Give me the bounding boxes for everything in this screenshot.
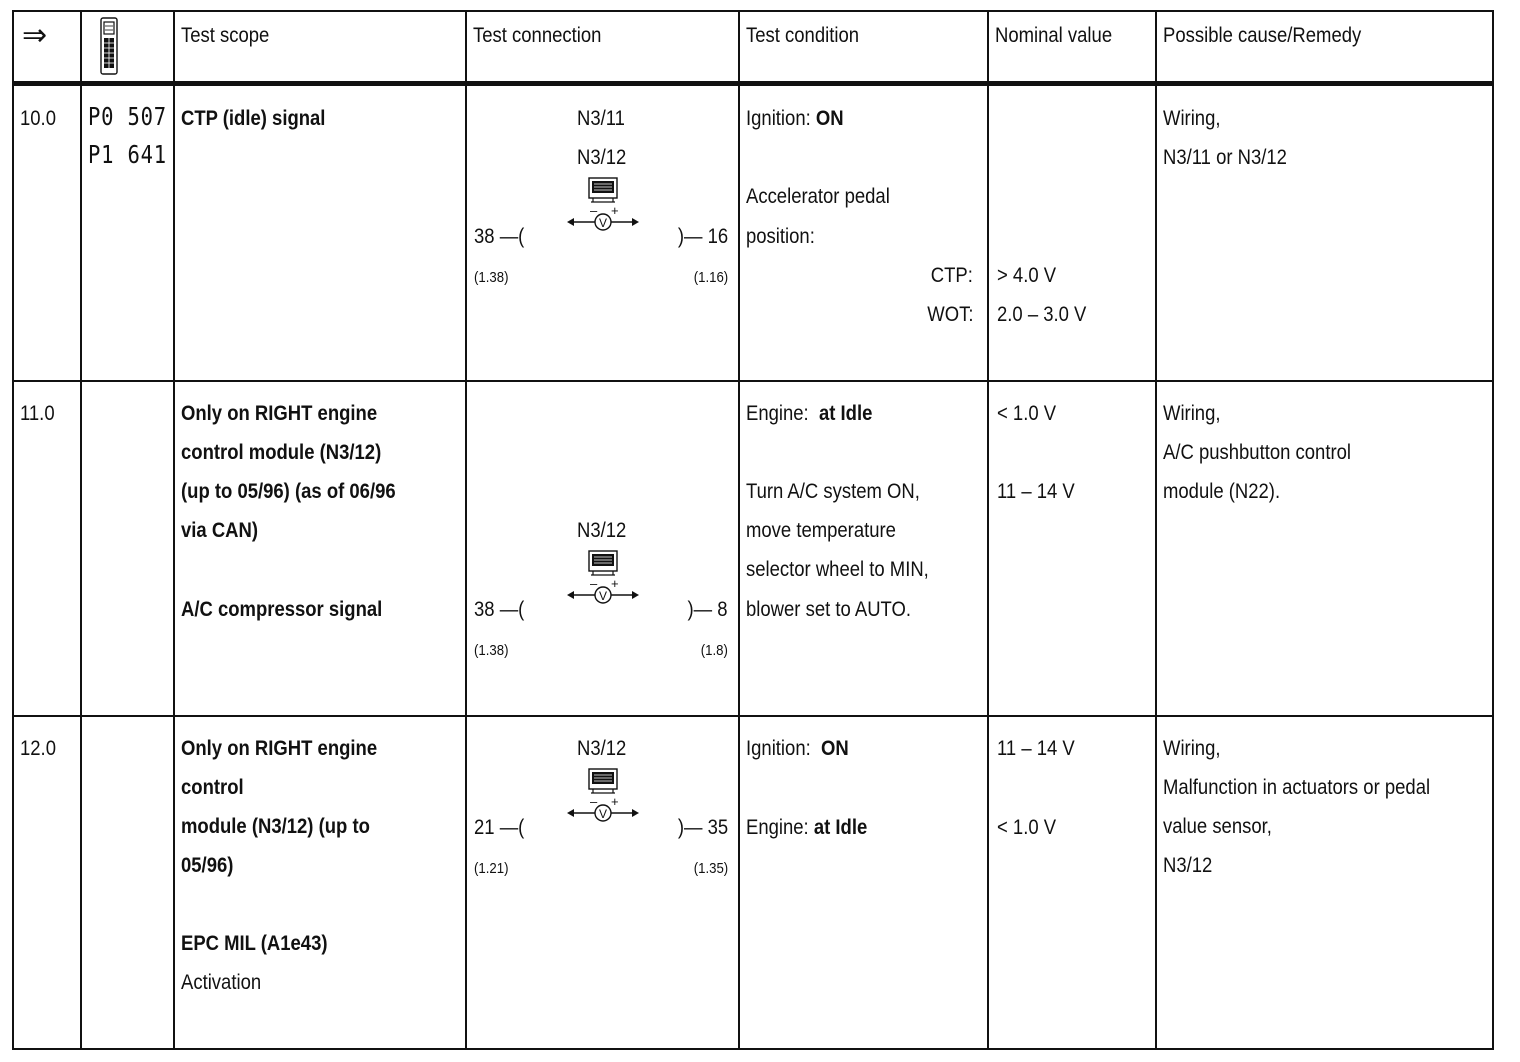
right-pin-wrap: )— 35 (677, 816, 728, 839)
condition-text: selector wheel to MIN, (746, 558, 929, 581)
cause-text: Wiring, (1163, 737, 1221, 760)
step-number: 10.0 (20, 107, 56, 130)
engine-value: at Idle (813, 816, 868, 839)
header-test-condition: Test condition (746, 24, 860, 47)
nominal-value: 11 – 14 V (997, 480, 1075, 503)
right-pin-wrap: )— 16 (677, 225, 728, 248)
right-pin-ref: (1.35) (693, 860, 728, 877)
ctp-label: CTP: (930, 264, 973, 287)
cause-text: Malfunction in actuators or pedal (1163, 776, 1431, 799)
test-scope: via CAN) (181, 519, 259, 542)
right-pin-wrap: )— 8 (687, 598, 728, 621)
cause-text: Wiring, (1163, 402, 1221, 425)
header-test-scope: Test scope (181, 24, 270, 47)
cause-text: N3/11 or N3/12 (1163, 146, 1287, 169)
pedal-condition: Accelerator pedal (746, 185, 890, 208)
ignition-condition (746, 729, 849, 768)
module-label: N3/11 (577, 107, 625, 130)
left-pin: 21 (474, 816, 495, 839)
test-scope: Only on RIGHT engine (181, 402, 378, 425)
engine-condition (746, 394, 872, 433)
nominal-value: > 4.0 V (997, 264, 1057, 287)
header-divider (14, 81, 1492, 86)
column-divider (738, 12, 740, 1048)
left-pin-wrap: 38 —( (474, 225, 525, 248)
right-pin-ref: (1.8) (700, 642, 728, 659)
left-pin-wrap: 21 —( (474, 816, 525, 839)
left-pin: 38 (474, 225, 495, 248)
module-label: N3/12 (577, 519, 627, 542)
engine-condition (746, 808, 867, 847)
test-scope: control (181, 776, 244, 799)
test-scope: (up to 05/96) (as of 06/96 (181, 480, 396, 503)
wot-label: WOT: (926, 303, 973, 326)
right-pin: 16 (707, 225, 728, 248)
voltmeter-icon (563, 550, 643, 612)
nominal-value: < 1.0 V (997, 402, 1057, 425)
condition-text: blower set to AUTO. (746, 598, 912, 621)
pedal-condition: position: (746, 225, 815, 248)
voltmeter-icon (563, 768, 643, 830)
nominal-value: 11 – 14 V (997, 737, 1075, 760)
engine-value: at Idle (818, 402, 873, 425)
test-scope: CTP (idle) signal (181, 107, 326, 130)
condition-text: move temperature (746, 519, 896, 542)
fault-code: P0 507 (88, 102, 167, 131)
cause-text: N3/12 (1163, 854, 1213, 877)
left-pin-ref: (1.38) (474, 642, 509, 659)
ignition-label: Ignition: (746, 737, 811, 760)
right-pin: 8 (717, 598, 728, 621)
step-number: 11.0 (20, 402, 55, 425)
diagnostic-table (12, 10, 1494, 1050)
cause-text: module (N22). (1163, 480, 1281, 503)
module-label: N3/12 (577, 737, 627, 760)
test-scope: 05/96) (181, 854, 234, 877)
cause-text: value sensor, (1163, 815, 1272, 838)
ignition-condition (746, 99, 844, 138)
fault-code: P1 641 (88, 140, 167, 169)
right-pin: 35 (707, 816, 728, 839)
header-possible-cause: Possible cause/Remedy (1163, 24, 1362, 47)
module-label: N3/12 (577, 146, 627, 169)
step-number: 12.0 (20, 737, 56, 760)
test-scope: Only on RIGHT engine (181, 737, 378, 760)
column-divider (80, 12, 82, 1048)
left-pin: 38 (474, 598, 495, 621)
nominal-value: 2.0 – 3.0 V (997, 303, 1087, 326)
row-divider (14, 715, 1492, 717)
test-scope: control module (N3/12) (181, 441, 382, 464)
signal-name: EPC MIL (A1e43) (181, 932, 328, 955)
ignition-value: ON (815, 107, 844, 130)
column-divider (465, 12, 467, 1048)
header-test-connection: Test connection (473, 24, 602, 47)
engine-label: Engine: (746, 816, 809, 839)
column-divider (1155, 12, 1157, 1048)
header-nominal-value: Nominal value (995, 24, 1113, 47)
signal-description: Activation (181, 971, 262, 994)
left-pin-ref: (1.38) (474, 269, 509, 286)
signal-name: A/C compressor signal (181, 598, 383, 621)
diagnostic-tester-icon (94, 16, 124, 76)
column-divider (173, 12, 175, 1048)
cause-text: A/C pushbutton control (1163, 441, 1352, 464)
ignition-value: ON (821, 737, 849, 760)
voltmeter-icon (563, 177, 643, 239)
left-pin-ref: (1.21) (474, 860, 509, 877)
engine-label: Engine: (746, 402, 809, 425)
row-divider (14, 380, 1492, 382)
column-divider (987, 12, 989, 1048)
condition-text: Turn A/C system ON, (746, 480, 920, 503)
cause-text: Wiring, (1163, 107, 1221, 130)
ignition-label: Ignition: (746, 107, 811, 130)
arrow-icon: ⇒ (22, 18, 48, 53)
test-scope: module (N3/12) (up to (181, 815, 370, 838)
nominal-value: < 1.0 V (997, 816, 1057, 839)
left-pin-wrap: 38 —( (474, 598, 525, 621)
right-pin-ref: (1.16) (693, 269, 728, 286)
